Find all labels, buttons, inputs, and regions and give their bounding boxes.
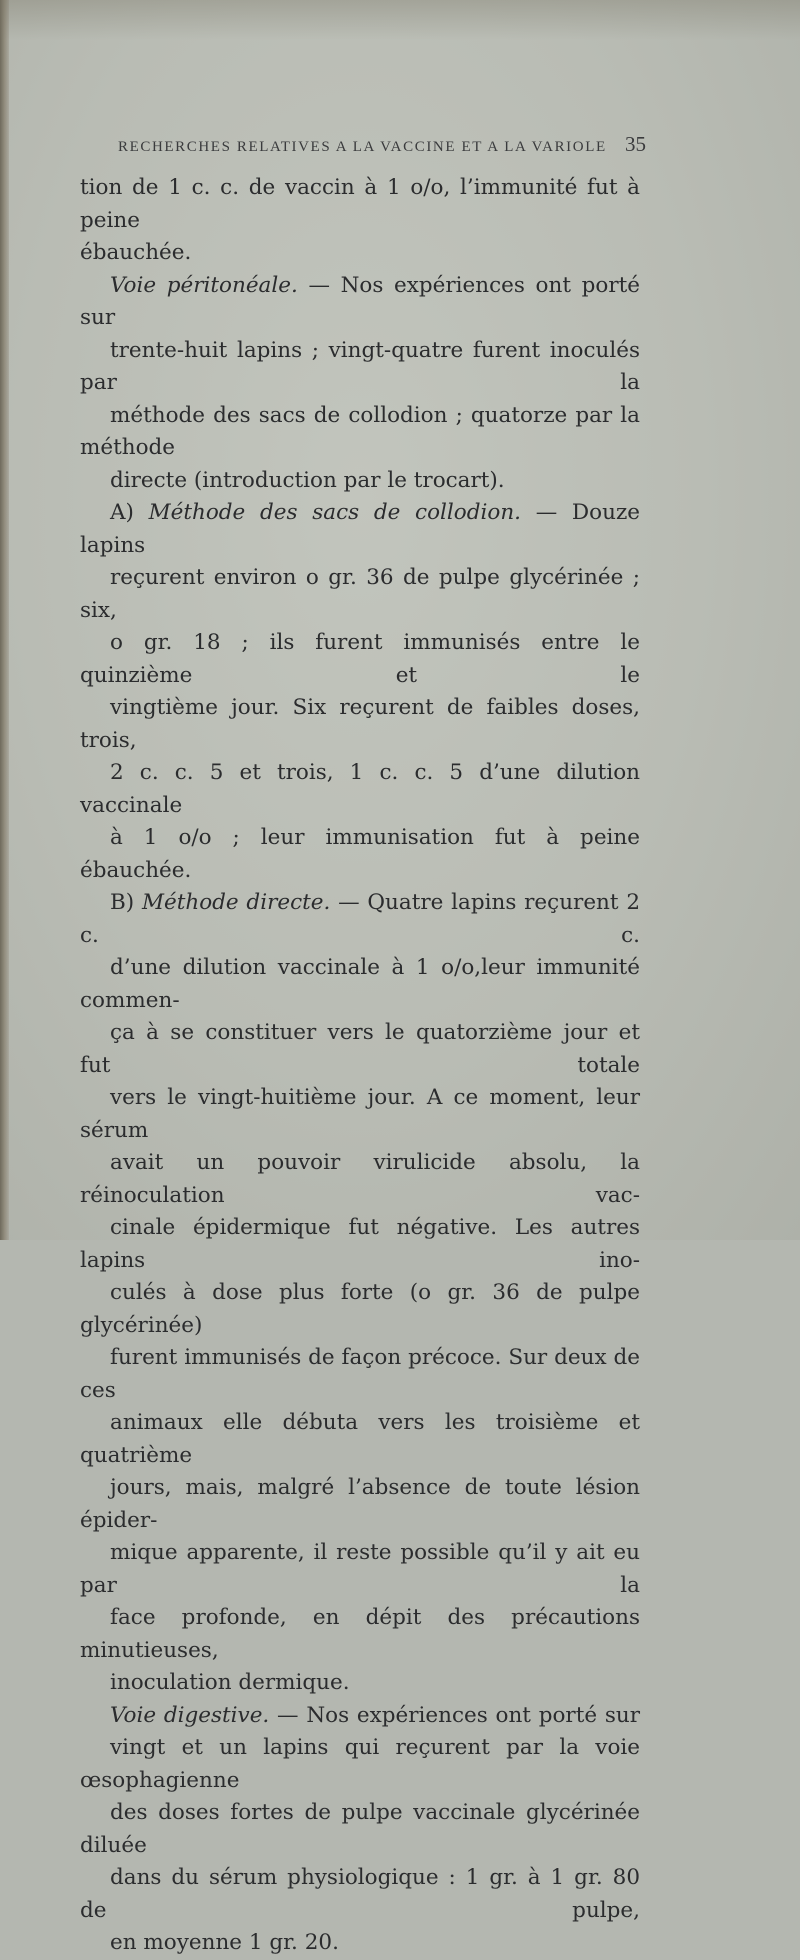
paragraph-methode-sacs [80, 497, 640, 887]
paragraph-methode-directe [80, 887, 640, 1700]
text-line: vingtième jour. Six reçurent de faibles doses, trois, [80, 695, 640, 753]
text-line: à 1 o/o ; leur immunisation fut à peine ébauchée. [80, 825, 640, 883]
item-prefix: A) [110, 500, 149, 525]
text-line [80, 270, 640, 335]
item-prefix: B) [110, 890, 142, 915]
text-line [80, 497, 640, 562]
text-line: cinale épidermique fut négative. Les autres lapins ino- [80, 1215, 640, 1273]
text-line: des doses fortes de pulpe vaccinale glycérinée diluée [80, 1800, 640, 1858]
text-line [80, 887, 640, 952]
page-header [118, 132, 646, 157]
text-line [80, 1700, 640, 1733]
text-line: mique apparente, il reste possible qu’il y ait eu par la [80, 1540, 640, 1598]
text-line: tion de 1 c. c. de vaccin à 1 o/o, l’immunité fut à peine [80, 175, 640, 233]
text-line: ça à se constituer vers le quatorzième jour et fut totale [80, 1020, 640, 1078]
text-line: vingt et un lapins qui reçurent par la voie œsophagienne [80, 1735, 640, 1793]
text-line: avait un pouvoir virulicide absolu, la réinoculation vac- [80, 1150, 640, 1208]
text-line: trente-huit lapins ; vingt-quatre furent inoculés par la [80, 337, 640, 395]
text-line: vers le vingt-huitième jour. A ce moment, leur sérum [80, 1085, 640, 1143]
text-line: ébauchée. [80, 240, 192, 265]
text-line: inoculation dermique. [110, 1670, 350, 1695]
book-spine-shadow [0, 0, 9, 1240]
running-head: RECHERCHES RELATIVES A LA VACCINE ET A LA VARIOLE [118, 139, 607, 155]
paragraph-voie-peritoneale [80, 270, 640, 498]
page-number: 35 [625, 132, 646, 156]
section-heading: Méthode directe. [141, 890, 331, 915]
text-line: dans du sérum physiologique : 1 gr. à 1 gr. 80 de pulpe, [80, 1865, 640, 1923]
section-heading: Méthode des sacs de collodion. [148, 500, 521, 525]
text-fragment: — Nos expériences ont porté sur [269, 1702, 641, 1728]
paragraph-continuation [80, 172, 640, 270]
text-line: en moyenne 1 gr. 20. [110, 1930, 339, 1955]
text-line: méthode des sacs de collodion ; quatorze par la méthode [80, 402, 640, 460]
text-fragment: — Douze lapins [80, 500, 640, 558]
text-fragment: — Quatre lapins reçurent 2 c. c. [80, 890, 641, 948]
text-line: culés à dose plus forte (o gr. 36 de pulpe glycérinée) [80, 1280, 640, 1338]
text-line: jours, mais, malgré l’absence de toute lésion épider- [80, 1475, 640, 1533]
paragraph-voie-digestive [80, 1700, 640, 1960]
text-line: 2 c. c. 5 et trois, 1 c. c. 5 d’une dilution vaccinale [80, 760, 640, 818]
text-line: d’une dilution vaccinale à 1 o/o,leur immunité commen- [80, 955, 640, 1013]
section-heading: Voie péritonéale. [110, 272, 298, 298]
text-line: reçurent environ o gr. 36 de pulpe glycérinée ; six, [80, 565, 640, 623]
text-line: furent immunisés de façon précoce. Sur deux de ces [80, 1345, 640, 1403]
body-text [80, 172, 640, 1960]
text-line: o gr. 18 ; ils furent immunisés entre le quinzième et le [80, 630, 640, 688]
top-edge-shade [0, 0, 800, 40]
text-fragment: — Nos expériences ont porté sur [80, 272, 640, 330]
text-line: face profonde, en dépit des précautions minutieuses, [80, 1605, 640, 1663]
section-heading: Voie digestive. [110, 1702, 270, 1728]
text-line: animaux elle débuta vers les troisième et quatrième [80, 1410, 640, 1468]
text-line: directe (introduction par le trocart). [110, 467, 505, 493]
